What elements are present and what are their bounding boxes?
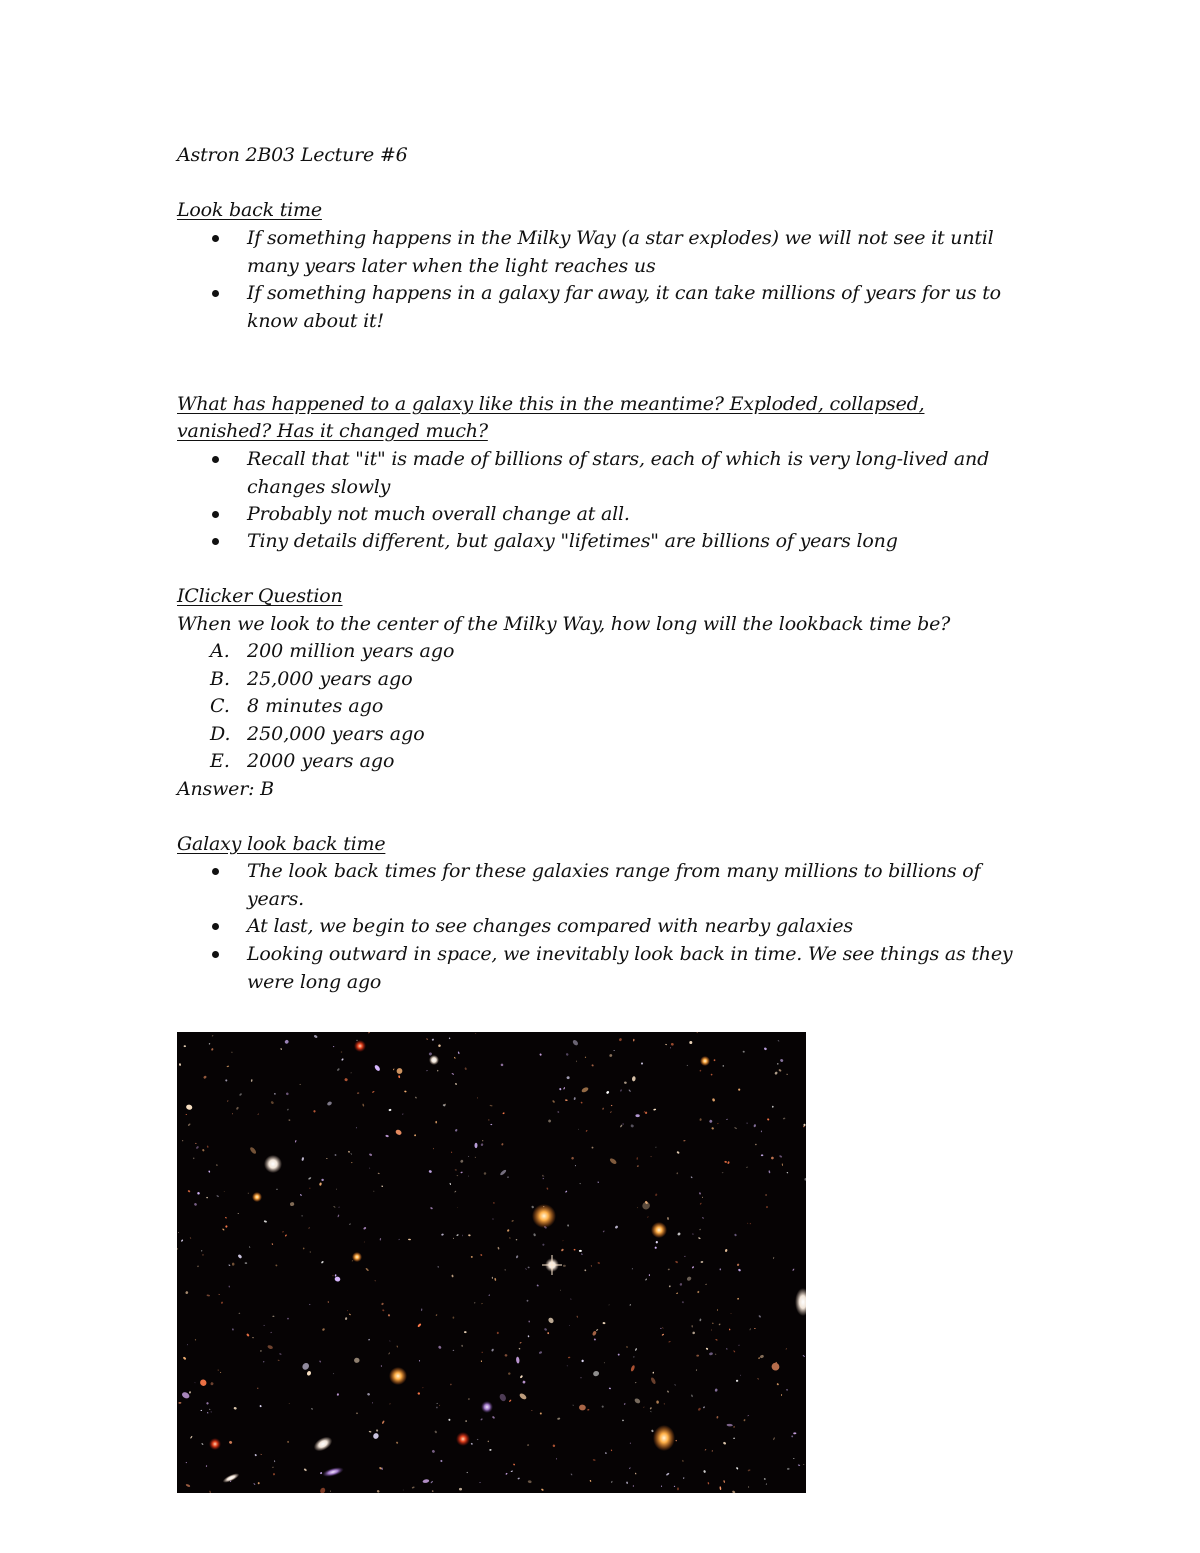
option-label: D. [210, 723, 231, 745]
document-title: Astron 2B03 Lecture #6 [177, 144, 408, 166]
option-label: E. [210, 750, 230, 772]
bullet-icon [212, 538, 219, 545]
list-item-text: If something happens in the Milky Way (a star explodes) we will not see it until many years later when the light reaches us [247, 227, 994, 277]
list-item-text: Probably not much overall change at all. [247, 503, 630, 525]
list-item-text: Looking outward in space, we inevitably look back in time. We see things as they were long ago [247, 943, 1013, 993]
option-label: C. [210, 695, 230, 717]
deep-field-galaxy-image [177, 1032, 806, 1493]
list-item-text: If something happens in a galaxy far away, it can take millions of years for us to know about it! [247, 282, 1001, 332]
galaxy-speck [689, 1041, 692, 1044]
option-text: 25,000 years ago [247, 668, 413, 690]
galaxy-speck [556, 1458, 557, 1459]
list-item-text: The look back times for these galaxies range from many millions to billions of years. [247, 860, 981, 910]
option-text: 8 minutes ago [247, 695, 384, 717]
option-text: 2000 years ago [247, 750, 395, 772]
bullet-icon [212, 868, 219, 875]
section-heading-galaxy-look-back: Galaxy look back time [177, 833, 386, 855]
option-text: 250,000 years ago [247, 723, 425, 745]
list-item-text: Tiny details different, but galaxy "lifetimes" are billions of years long [247, 530, 898, 552]
galaxy-speck [630, 1443, 631, 1444]
galaxy-field-graphic [177, 1032, 806, 1493]
option-label: B. [210, 668, 231, 690]
galaxy-speck [272, 1316, 274, 1317]
galaxy-speck [321, 1179, 324, 1181]
section-heading-galaxy-change-line2: vanished? Has it changed much? [177, 420, 488, 442]
bullet-icon [212, 235, 219, 242]
option-label: A. [210, 640, 230, 662]
bullet-icon [212, 923, 219, 930]
bullet-icon [212, 290, 219, 297]
section-heading-galaxy-change-line1: What has happened to a galaxy like this in the meantime? Exploded, collapsed, [177, 393, 925, 415]
question-text: When we look to the center of the Milky Way, how long will the lookback time be? [177, 613, 951, 635]
bullet-icon [212, 951, 219, 958]
option-text: 200 million years ago [247, 640, 455, 662]
list-item-text: Recall that "it" is made of billions of stars, each of which is very long-lived and changes slowly [247, 448, 990, 498]
galaxy-speck [720, 1268, 722, 1270]
section-heading-iclicker: IClicker Question [177, 585, 343, 607]
section-heading-look-back-time: Look back time [177, 199, 322, 221]
bullet-icon [212, 511, 219, 518]
galaxy-speck [287, 1318, 289, 1320]
list-item-text: At last, we begin to see changes compared with nearby galaxies [247, 915, 853, 937]
bullet-icon [212, 456, 219, 463]
answer-text: Answer: B [177, 778, 274, 800]
